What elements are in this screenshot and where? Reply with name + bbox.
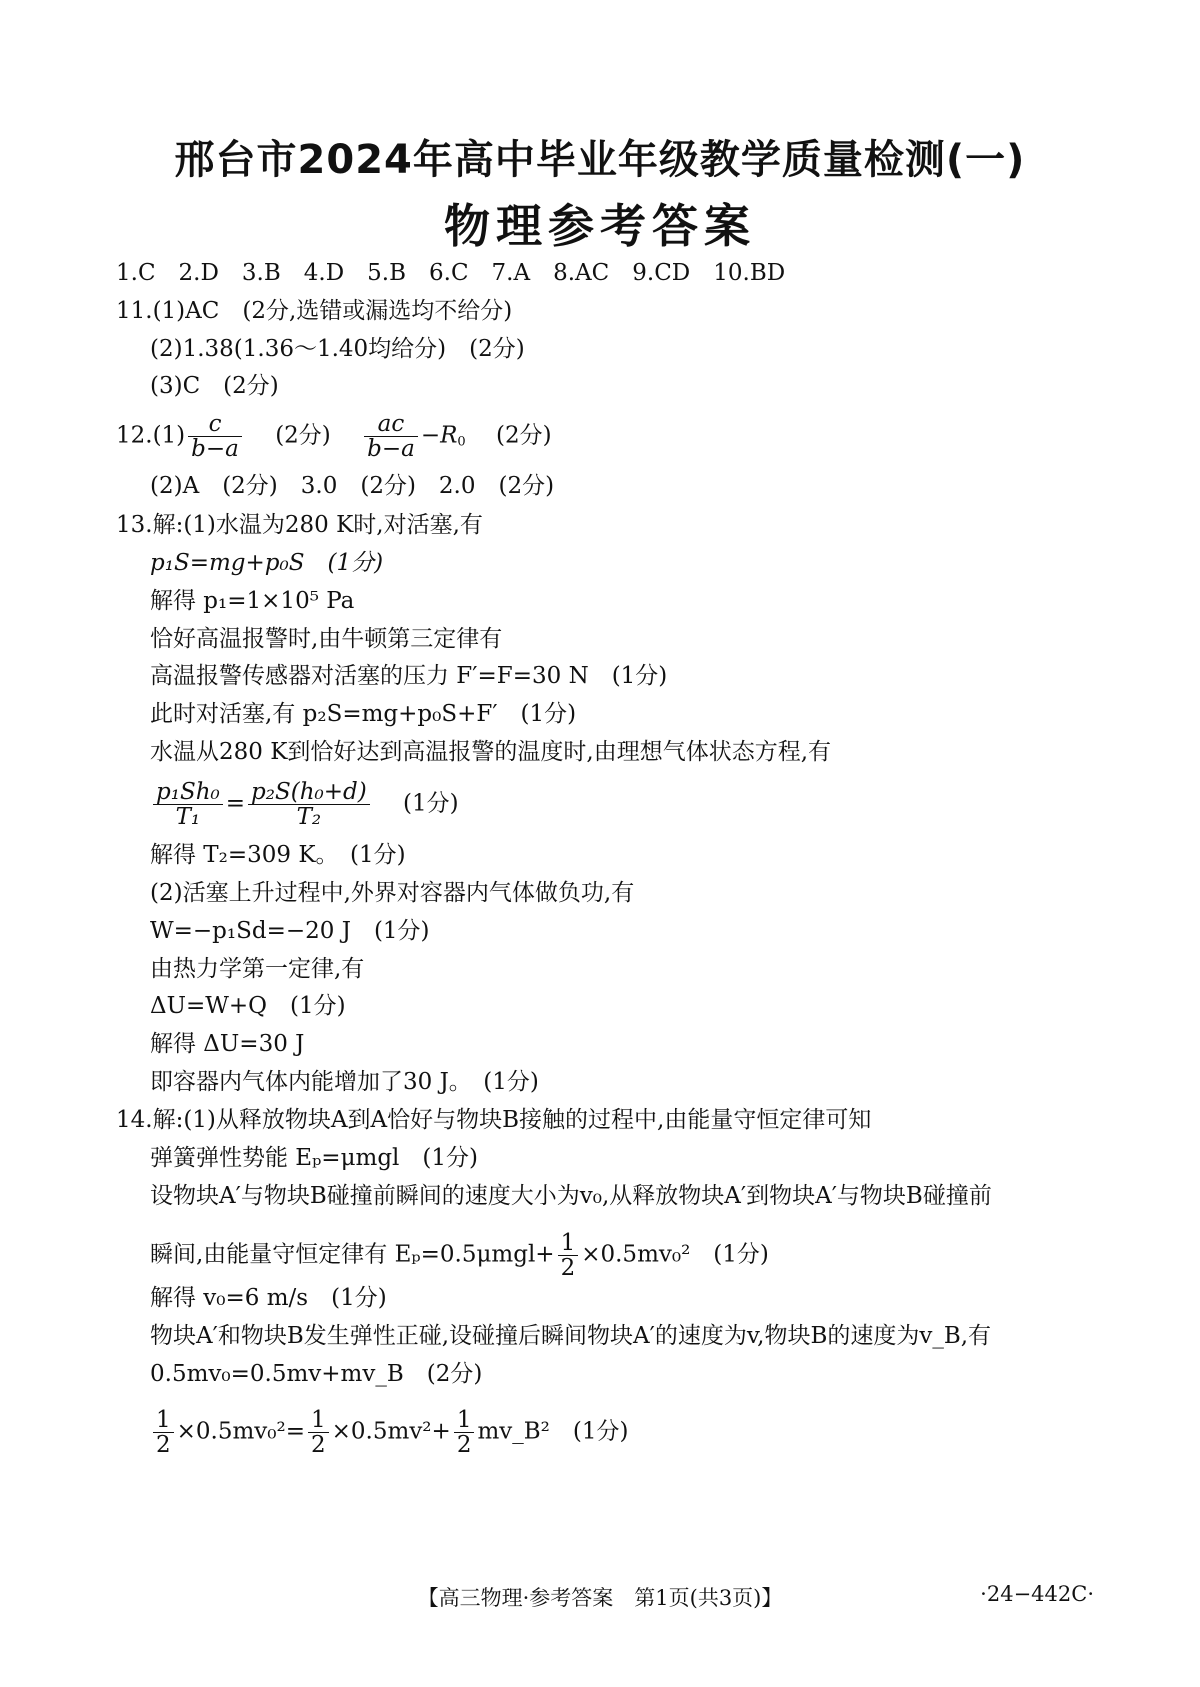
q13-line-11: W=−p₁Sd=−20 J (1分): [150, 918, 430, 944]
q13-eq-den2: T₂: [296, 804, 322, 830]
q12-frac2-denominator: b−a: [367, 436, 415, 462]
q14-half-b-den: 2: [311, 1432, 326, 1458]
q14-line8-a: ×0.5mv₀²=: [176, 1418, 306, 1445]
q13-line-9: 解得 T₂=309 K。 (1分): [150, 842, 406, 868]
q14-half-b-num: 1: [308, 1408, 329, 1433]
q13-eq-score: (1分): [403, 790, 459, 817]
q13-eq-right-fraction: [248, 780, 370, 829]
paper-code: ·24−442C·: [980, 1582, 1094, 1606]
q12-fraction-1: [188, 412, 242, 461]
q14-line4-post: ×0.5mv₀² (1分): [581, 1241, 769, 1268]
q12-score-2: (2分): [496, 422, 552, 449]
q14-line-4: [150, 1231, 769, 1280]
q13-line-3: 解得 p₁=1×10⁵ Pa: [150, 588, 355, 614]
q14-half-c: [454, 1408, 475, 1457]
page-title: 邢台市2024年高中毕业年级教学质量检测(一): [174, 137, 1026, 183]
q14-half-a-num: 1: [153, 1408, 174, 1433]
q13-state-equation: $\frac{\text{p₁Sh₀}}{\text{T₁}}$ = $\frac{\text{p₂S(h₀+d)}}{\text{T₂}}$ (1分): [150, 780, 459, 829]
q14-line-2: 弹簧弹性势能 Eₚ=μmgl (1分): [150, 1145, 478, 1171]
q12-tail: −R: [420, 422, 458, 449]
page-subtitle: 物理参考答案: [444, 199, 756, 253]
q13-line-7: 水温从280 K到恰好达到高温报警的温度时,由理想气体状态方程,有: [150, 739, 832, 765]
q13-line-4: 恰好高温报警时,由牛顿第三定律有: [150, 626, 503, 652]
q11-part1: 11.(1)AC (2分,选错或漏选均不给分): [116, 298, 513, 324]
q14-line8-b: ×0.5mv²+: [331, 1418, 451, 1445]
q14-line8-c: mv_B² (1分): [477, 1418, 629, 1445]
q14-half-fraction: [558, 1231, 579, 1280]
q13-line-2: p₁S=mg+p₀S (1分): [150, 550, 384, 576]
q12-part2: (2)A (2分) 3.0 (2分) 2.0 (2分): [150, 473, 555, 499]
q13-line-1: 13.解:(1)水温为280 K时,对活塞,有: [116, 512, 483, 538]
q13-eq-num1: p₁Sh₀: [153, 780, 223, 805]
q12-frac2-numerator: ac: [364, 412, 418, 437]
q14-half-a: [153, 1408, 174, 1457]
q13-line-5: 高温报警传感器对活塞的压力 F′=F=30 N (1分): [150, 663, 668, 689]
q13-line-13: ΔU=W+Q (1分): [150, 993, 346, 1019]
q12-frac1-numerator: c: [188, 412, 242, 437]
page-footer: 【高三物理·参考答案 第1页(共3页)】: [417, 1586, 783, 1610]
q14-half-a-den: 2: [156, 1432, 171, 1458]
q11-part3: (3)C (2分): [150, 373, 279, 399]
q13-line-10: (2)活塞上升过程中,外界对容器内气体做负功,有: [150, 880, 635, 906]
q13-eq-left-fraction: [153, 780, 223, 829]
q14-line-3: 设物块A′与物块B碰撞前瞬间的速度大小为v₀,从释放物块A′到物块A′与物块B碰撞前: [150, 1183, 992, 1209]
q14-line-8: [150, 1408, 628, 1457]
q14-half-b: [308, 1408, 329, 1457]
q13-eq-den1: T₁: [175, 804, 201, 830]
q14-line-5: 解得 v₀=6 m/s (1分): [150, 1285, 387, 1311]
q12-prefix: 12.(1): [116, 422, 186, 449]
q13-line-12: 由热力学第一定律,有: [150, 956, 365, 982]
q14-line-6: 物块A′和物块B发生弹性正碰,设碰撞后瞬间物块A′的速度为v,物块B的速度为v_B,有: [150, 1323, 992, 1349]
q13-line-6: 此时对活塞,有 p₂S=mg+p₀S+F′ (1分): [150, 701, 577, 727]
q14-half-num: 1: [558, 1231, 579, 1256]
q14-half-c-num: 1: [454, 1408, 475, 1433]
q13-eq-num2: p₂S(h₀+d): [248, 780, 370, 805]
q14-line4-pre: 瞬间,由能量守恒定律有 Eₚ=0.5μmgl+: [150, 1241, 555, 1268]
q12-fraction-2: [364, 412, 418, 461]
q13-line-14: 解得 ΔU=30 J: [150, 1031, 305, 1057]
q13-line-15: 即容器内气体内能增加了30 J。 (1分): [150, 1069, 539, 1095]
q11-part2: (2)1.38(1.36～1.40均给分) (2分): [150, 336, 525, 362]
q12-part1: [116, 412, 552, 461]
q12-frac1-denominator: b−a: [191, 436, 239, 462]
q14-half-den: 2: [560, 1255, 576, 1281]
q14-half-c-den: 2: [456, 1432, 472, 1458]
q14-line-7: 0.5mv₀=0.5mv+mv_B (2分): [150, 1361, 483, 1387]
q12-tail-sub: 0: [457, 434, 466, 450]
q12-score-1: (2分): [275, 422, 331, 449]
q14-line-1: 14.解:(1)从释放物块A到A恰好与物块B接触的过程中,由能量守恒定律可知: [116, 1107, 872, 1133]
mc-answers: 1.C 2.D 3.B 4.D 5.B 6.C 7.A 8.AC 9.CD 10.BD: [116, 260, 786, 286]
